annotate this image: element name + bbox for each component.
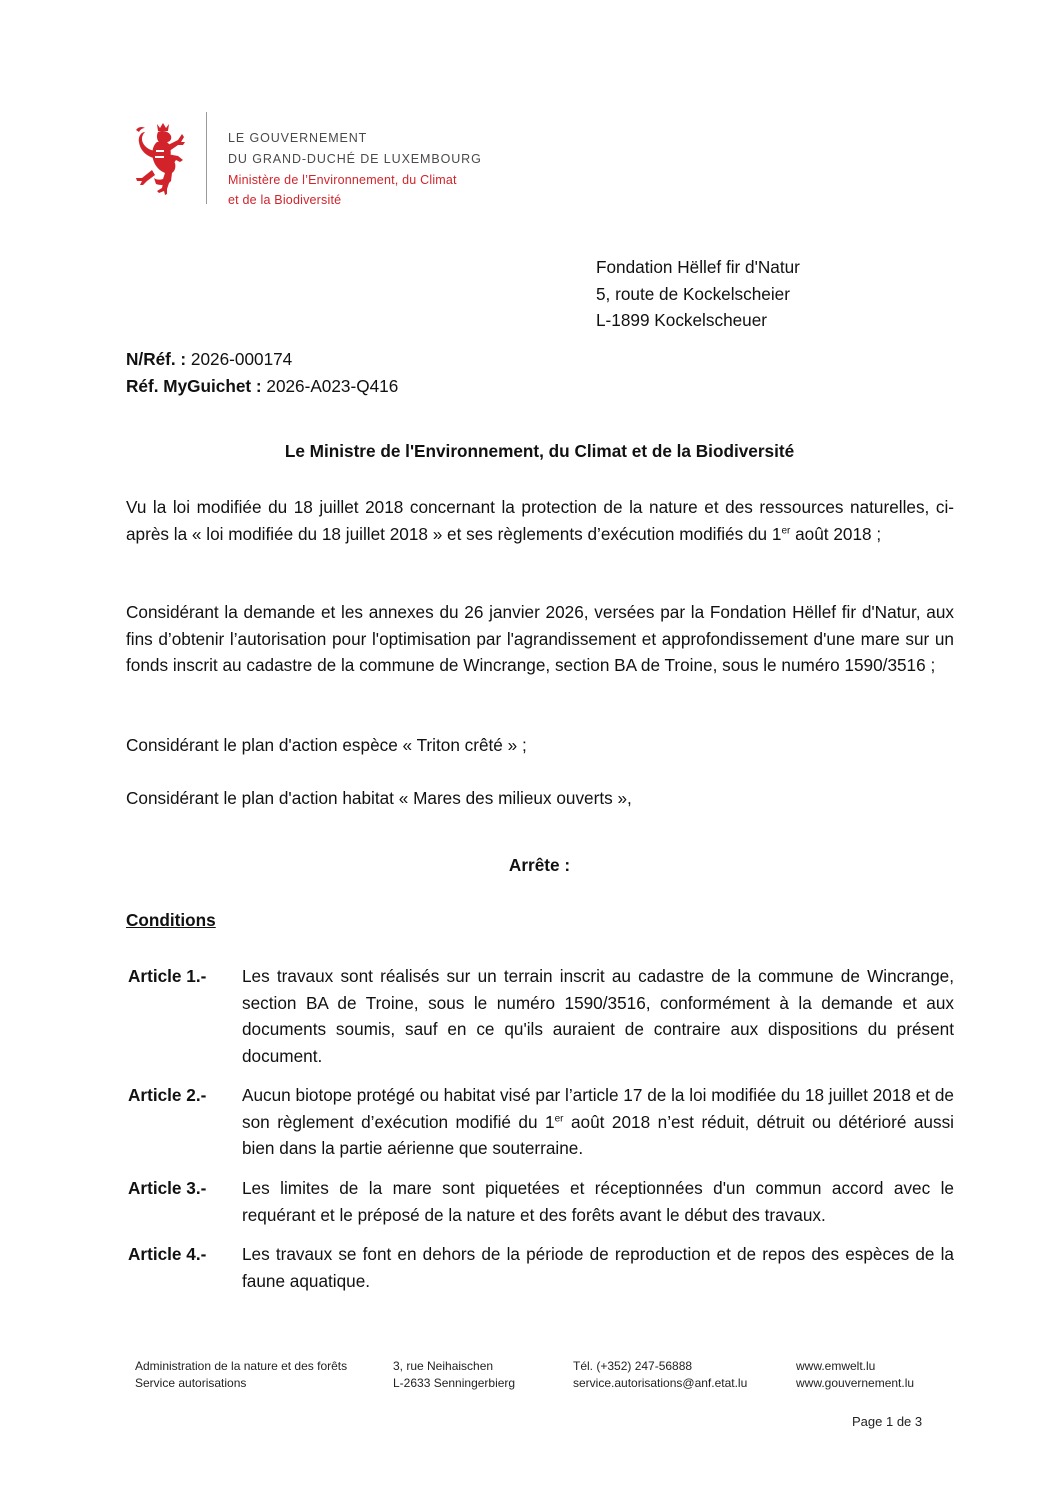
myguichet-reference-label: Réf. MyGuichet : — [126, 375, 262, 396]
article-4-text: Les travaux se font en dehors de la période de reproduction et de repos des espèces de la faune aquatique. — [242, 1244, 954, 1291]
footer-administration-name: Administration de la nature et des forêts — [135, 1359, 348, 1373]
letterhead-ministry-line1: Ministère de l’Environnement, du Climat — [228, 173, 457, 187]
article-2-text: Aucun biotope protégé ou habitat visé par l’article 17 de la loi modifiée du 18 juillet 2018 et de son règlement d’exécution modifié du 1er août 2018 n’est réduit, détruit ou détérioré aussi bien dans la partie aérienne que souterraine. — [242, 1085, 954, 1158]
letterhead-divider — [206, 112, 207, 204]
footer-administration — [135, 1358, 347, 1392]
footer-website-emwelt: www.emwelt.lu — [796, 1359, 876, 1373]
footer-street: 3, rue Neihaischen — [393, 1359, 494, 1373]
preamble-paragraph-2: Considérant la demande et les annexes du 26 janvier 2026, versées par la Fondation Hëllef fir d'Natur, aux fins d’obtenir l’autorisation pour l'optimisation par l'agrandissement et approfondissement d'une mare sur un fonds inscrit au cadastre de la commune de Wincrange, section BA de Troine, sous le numéro 1590/3516 ; — [126, 602, 954, 675]
page-number: Page 1 de 3 — [852, 1414, 923, 1429]
article-3-label: Article 3.- — [128, 1178, 207, 1198]
document-title: Le Ministre de l'Environnement, du Climat et de la Biodiversité — [284, 441, 795, 461]
red-lion-crest-icon — [130, 120, 192, 198]
our-reference-value: 2026-000174 — [186, 349, 293, 369]
article-1-text: Les travaux sont réalisés sur un terrain inscrit au cadastre de la commune de Wincrange, section BA de Troine, sous le numéro 1590/3516, conformément à la demande et aux documents soumis, sauf en ce qu'ils auraient de contraire aux dispositions du présent document. — [242, 966, 954, 1066]
footer-websites — [796, 1358, 914, 1392]
recipient-address — [596, 254, 800, 334]
article-2-label: Article 2.- — [128, 1085, 207, 1105]
decision-heading: Arrête : — [508, 855, 571, 875]
preamble-paragraph-3: Considérant le plan d'action espèce « Triton crêté » ; — [126, 735, 527, 755]
letterhead-grand-duchy: DU GRAND-DUCHÉ DE LUXEMBOURG — [228, 152, 482, 166]
preamble-paragraph-1: Vu la loi modifiée du 18 juillet 2018 concernant la protection de la nature et des ressources naturelles, ci-après la « loi modifiée du 18 juillet 2018 » et ses règlements d’exécution modifiés du 1er août 2018 ; — [126, 497, 954, 544]
references-block — [126, 346, 398, 399]
article-4-label: Article 4.- — [128, 1244, 207, 1264]
myguichet-reference — [126, 373, 398, 400]
footer-service-name: Service autorisations — [135, 1376, 247, 1390]
preamble-paragraph-4: Considérant le plan d'action habitat « Mares des milieux ouverts », — [126, 788, 632, 808]
article-1-label: Article 1.- — [128, 966, 207, 986]
footer-postcode-city: L-2633 Senningerbierg — [393, 1376, 516, 1390]
letterhead-government: LE GOUVERNEMENT — [228, 131, 368, 145]
recipient-city: L-1899 Kockelscheuer — [596, 310, 768, 330]
our-reference — [126, 346, 398, 373]
article-3-text: Les limites de la mare sont piquetées et réceptionnées d'un commun accord avec le requérant et le préposé de la nature et des forêts avant le début des travaux. — [242, 1178, 954, 1225]
myguichet-reference-value: 2026-A023-Q416 — [261, 375, 399, 396]
conditions-heading: Conditions — [126, 910, 216, 930]
footer-website-gouvernement: www.gouvernement.lu — [796, 1376, 915, 1390]
footer-contact — [573, 1358, 747, 1392]
recipient-street: 5, route de Kockelscheier — [596, 283, 790, 304]
recipient-name: Fondation Hëllef fir d'Natur — [596, 257, 800, 277]
letterhead-ministry-line2: et de la Biodiversité — [228, 193, 342, 207]
footer-phone: Tél. (+352) 247-56888 — [573, 1359, 693, 1373]
our-reference-label: N/Réf. : — [126, 349, 187, 369]
footer-address — [393, 1358, 515, 1392]
footer-email: service.autorisations@anf.etat.lu — [573, 1376, 748, 1390]
